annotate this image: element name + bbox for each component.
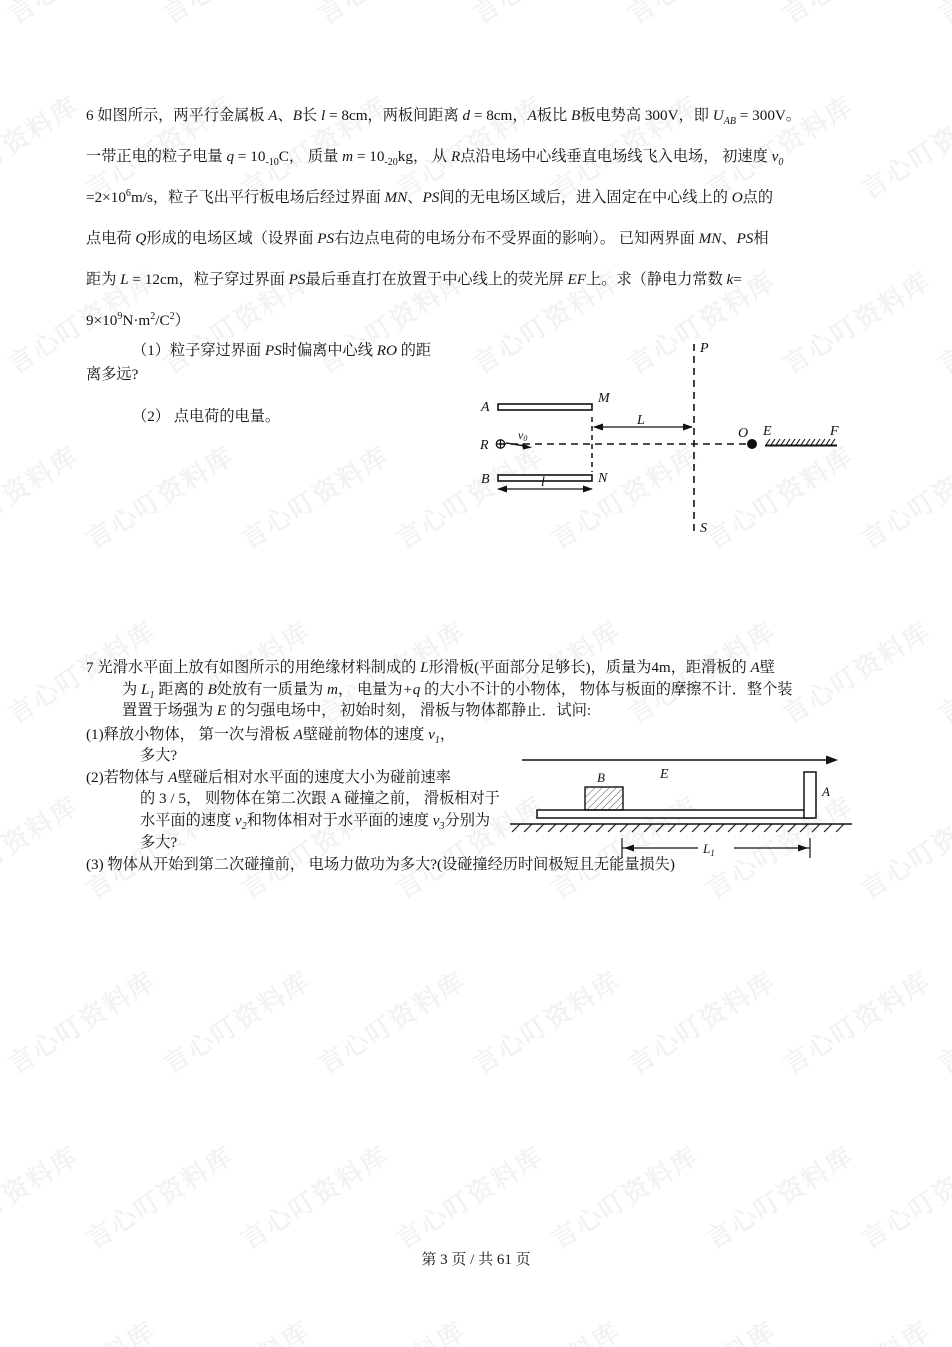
q6-sub1-b: 时偏离中心线: [281, 342, 377, 359]
q6-l5-c: 最后垂直打在放置于中心线上的荧光屏: [305, 270, 568, 288]
watermark-text: [0, 1311, 7, 1347]
dim-l1-arrow-right: [798, 845, 808, 852]
exp-c2: 2: [169, 310, 175, 322]
label-plate-b2: B: [571, 107, 581, 124]
q7-item1-a: 释放小物体， 第一次与滑板: [103, 725, 294, 743]
watermark-text: [310, 1311, 472, 1347]
q6-l2-b: = 10: [234, 147, 266, 165]
field-arrow-head: [826, 756, 838, 765]
dim-l-arrow-left: [593, 424, 603, 431]
page-footer: [0, 1248, 952, 1269]
q7-item3-text: 物体从开始到第二次碰撞前， 电场力做功为多大?(设碰撞经历时间极短且无能量损失): [103, 856, 675, 874]
q7-head2-a: 为: [122, 680, 141, 698]
q6-line-6: [86, 311, 886, 330]
q6-l3-e: 点的: [742, 188, 774, 206]
figure-1-svg: [462, 332, 882, 547]
exp-9: 9: [117, 310, 123, 322]
label-ps4: PS: [288, 270, 306, 288]
fig1-label-n: N: [598, 471, 608, 486]
watermark-text: [0, 436, 85, 556]
q7-head-line3: [86, 700, 886, 722]
watermark-text: [0, 261, 7, 381]
q6-l6-b: N·m: [122, 311, 151, 329]
q7-head2-e: 的大小不计的小物体， 物体与板面的摩擦不计．整个装: [420, 680, 793, 698]
q6-sub-question-2: [86, 405, 486, 426]
q6-line-5: [86, 270, 886, 289]
figure-l-board: [500, 748, 862, 863]
q6-text-d: = 8cm，两板间距离: [325, 107, 463, 124]
label-plus-q: +q: [402, 680, 421, 698]
q6-l6-c: /C: [155, 311, 170, 329]
q6-line-1: [86, 106, 886, 128]
question-6-block: [86, 106, 886, 330]
q6-l4-c: 右边点电荷的电场分布不受界面的影响）。 已知两界面: [334, 229, 699, 247]
watermark-text: [155, 0, 317, 31]
q6-l2-c: C， 质量: [278, 147, 343, 165]
point-charge-o: [747, 439, 757, 449]
watermark-text: [465, 1311, 627, 1347]
label-ps-sub1: PS: [264, 342, 282, 359]
q7-item2-cont2-b: 和物体相对于水平面的速度: [246, 812, 433, 830]
figure-parallel-plates: [462, 332, 882, 547]
q7-item2-cont2-a: 水平面的速度: [140, 812, 235, 830]
fig1-label-p: P: [700, 341, 709, 356]
q6-l4-b: 形成的电场区域（设界面: [146, 229, 318, 247]
q7-head2-c: 处放有一质量为: [216, 680, 327, 698]
q6-l5-b: = 12cm，粒子穿过界面: [128, 270, 289, 288]
q6-l4-a: 点电荷: [86, 229, 136, 247]
q6-number: 6: [86, 107, 94, 124]
q7-item1-c: ，: [439, 725, 456, 743]
watermark-text: [388, 1136, 550, 1256]
figure-2-svg: [500, 748, 862, 863]
q7-number: 7: [86, 659, 94, 676]
fig1-label-o: O: [738, 426, 749, 441]
label-v3-sub: 3: [439, 821, 445, 833]
q6-sub1-c: 的距: [396, 342, 432, 359]
watermark-text: [0, 786, 85, 906]
q6-text-b: 、: [277, 107, 293, 124]
label-point-r: R: [450, 147, 461, 165]
label-wall-a2: A: [293, 725, 303, 743]
q7-item2-num: (2): [86, 768, 104, 786]
watermark-text: [310, 0, 472, 31]
watermark-text: [775, 1311, 937, 1347]
watermark-text: [0, 611, 7, 731]
watermark-text: [0, 961, 162, 1081]
q6-l5-a: 距为: [86, 270, 121, 288]
label-point-o: O: [731, 188, 743, 206]
watermark-text: [155, 961, 317, 1081]
q6-sub1-a: 粒子穿过界面: [169, 342, 265, 359]
dim-plate-arrow-right: [583, 486, 593, 493]
q6-l3-d: 间的无电场区域后，进入固定在中心线上的: [439, 188, 732, 206]
watermark-text: [0, 961, 7, 1081]
fig1-label-v0: v0: [518, 428, 528, 443]
q6-sub1-number: （1）: [132, 342, 170, 359]
q6-l2-d: = 10: [353, 147, 385, 165]
label-v2-sub: 2: [241, 821, 247, 833]
q6-text-c: 长: [302, 107, 321, 124]
label-wall-a: A: [750, 659, 760, 676]
q7-head-line1: [86, 657, 886, 679]
watermark-text: [78, 436, 240, 556]
q7-item3-num: (3): [86, 856, 104, 874]
label-ps3: PS: [736, 229, 754, 247]
plate-b: [498, 475, 592, 481]
watermark-text: [233, 436, 395, 556]
fig1-label-a: A: [481, 400, 490, 415]
watermark-text: [930, 611, 952, 731]
q7-head-c: 壁: [759, 659, 775, 676]
exp-minus-10: -10: [265, 156, 279, 168]
dim-l1-arrow-left: [624, 845, 634, 852]
fig2-label-e: E: [660, 767, 669, 782]
q6-sub2-number: （2）: [132, 408, 170, 425]
fig2-label-l1: $L_1$: [703, 841, 715, 858]
q7-head3-a: 置置于场强为: [122, 702, 217, 720]
q6-l5-d: 上。求（静电力常数: [586, 270, 727, 288]
label-l-shape: L: [420, 659, 429, 676]
label-mass-m: m: [342, 147, 354, 165]
watermark-text: [775, 961, 937, 1081]
plate-a: [498, 404, 592, 410]
q6-l3-a: =2×10: [86, 188, 126, 206]
watermark-text: [0, 1136, 85, 1256]
q6-text-g: 板电势高 300V，即: [580, 107, 713, 124]
watermark-text: [465, 0, 627, 31]
label-const-k: k: [726, 270, 734, 288]
label-block-b: B: [207, 680, 217, 698]
q7-head3-b: 的匀强电场中， 初始时刻， 滑板与物体都静止．试问:: [226, 702, 592, 720]
q6-l5-e: =: [733, 270, 742, 288]
q7-head2-b: 距离的: [154, 680, 208, 698]
q6-text-e: = 8cm，: [470, 107, 528, 124]
q6-l3-b: m/s，粒子飞出平行板电场后经过界面: [130, 188, 385, 206]
q7-item2-b: 壁碰后相对水平面的速度大小为碰前速率: [177, 768, 451, 786]
watermark-text: [930, 0, 952, 31]
exp-6: 6: [125, 187, 131, 199]
label-plate-a: A: [268, 107, 278, 124]
fig1-label-f: F: [830, 424, 839, 439]
q6-sub1-d: 离多远?: [86, 365, 139, 383]
label-ef: EF: [567, 270, 587, 288]
watermark-text: [620, 961, 782, 1081]
q7-head-line2: [86, 679, 886, 701]
q6-line-3: [86, 188, 886, 207]
label-plate-b: B: [292, 107, 302, 124]
q6-l2-a: 一带正电的粒子电量: [86, 147, 227, 165]
watermark-text: [0, 1311, 162, 1347]
q6-l4-d: 、: [721, 229, 737, 247]
q6-l3-c: 、: [407, 188, 423, 206]
exp-minus-20: -20: [384, 156, 398, 168]
fig1-label-s: S: [700, 521, 707, 536]
dim-l-arrow-right: [683, 424, 693, 431]
label-mass-m2: m: [327, 680, 338, 698]
label-v3: v: [432, 812, 440, 830]
label-distance-d: d: [462, 107, 471, 124]
q7-head2-d: ， 电量为: [337, 680, 403, 698]
label-v2: v: [234, 812, 242, 830]
label-dist-L: L: [120, 270, 129, 288]
watermark-text: [930, 261, 952, 381]
label-ps2: PS: [317, 229, 335, 247]
label-charge-Q: Q: [135, 229, 147, 247]
label-wall-a3: A: [168, 768, 178, 786]
screen-ef-hatching: [766, 439, 835, 445]
fig1-label-L: L: [637, 413, 645, 428]
q7-head-a: 光滑水平面上放有如图所示的用绝缘材料制成的: [97, 659, 421, 676]
q6-sub-question-1: [86, 339, 486, 386]
label-length-l: l: [320, 107, 326, 124]
exp-m2: 2: [150, 310, 156, 322]
label-mn: MN: [384, 188, 408, 206]
fig2-label-a: A: [822, 784, 830, 799]
label-plate-a2: A: [527, 107, 537, 124]
board-wall-a: [804, 772, 816, 818]
fig1-label-m: M: [598, 391, 610, 406]
label-ps: PS: [422, 188, 440, 206]
label-v0-sub: 0: [778, 156, 784, 168]
watermark-text: [78, 1136, 240, 1256]
label-uab-sub: AB: [723, 116, 736, 128]
q6-text-a: 如图所示，两平行金属板: [97, 107, 269, 124]
q7-item1-b: 壁碰前物体的速度: [302, 725, 429, 743]
q7-heading: [86, 657, 886, 722]
q7-head-b: 形滑板(平面部分足够长)，质量为4m，距滑板的: [428, 659, 751, 676]
q7-item1-cont: 多大?: [140, 747, 178, 765]
q6-l2-f: 点沿电场中心线垂直电场线飞入电场， 初速度: [460, 147, 772, 165]
ground-hatching: [512, 824, 844, 832]
board-horizontal: [537, 810, 813, 818]
watermark-text: [930, 1311, 952, 1347]
watermark-text: [155, 1311, 317, 1347]
q6-l6-a: 9×10: [86, 311, 118, 329]
label-ro: RO: [376, 342, 397, 359]
watermark-text: [930, 961, 952, 1081]
q6-sub2-text: 点电荷的电量。: [169, 408, 281, 425]
fig2-label-b: B: [597, 770, 605, 785]
watermark-text: [775, 0, 937, 31]
label-uab: U: [712, 107, 724, 124]
label-v0: v: [771, 147, 779, 165]
fig1-label-l: l: [541, 475, 545, 490]
block-b: [585, 787, 623, 810]
label-L1: L: [140, 680, 150, 698]
q6-l2-e: kg， 从: [397, 147, 451, 165]
watermark-text: [233, 1136, 395, 1256]
q7-item2-cont1: 的 3 / 5， 则物体在第二次跟 A 碰撞之前， 滑板相对于: [140, 790, 500, 808]
q7-item2-cont3: 多大?: [140, 833, 178, 851]
watermark-text: [620, 1311, 782, 1347]
q6-l6-d: ）: [174, 311, 190, 329]
label-field-e: E: [216, 702, 227, 720]
watermark-text: [853, 1136, 952, 1256]
footer-text: 第 3 页 / 共 61 页: [421, 1252, 531, 1268]
fig1-label-b: B: [481, 472, 490, 487]
label-v1-sub: 1: [434, 734, 440, 746]
watermark-text: [0, 86, 85, 206]
label-mn2: MN: [698, 229, 722, 247]
fig1-label-e: E: [763, 424, 772, 439]
watermark-text: [0, 0, 7, 31]
watermark-text: [465, 961, 627, 1081]
watermark-text: [543, 1136, 705, 1256]
q6-text-f: 板比: [536, 107, 571, 124]
q6-line-4: [86, 229, 886, 248]
q6-line-2: [86, 147, 886, 166]
dim-plate-arrow-left: [497, 486, 507, 493]
q6-text-h: = 300V。: [735, 107, 802, 124]
q7-item2-cont2-c: 分别为: [444, 812, 491, 830]
q7-item1-num: (1): [86, 725, 104, 743]
watermark-text: [698, 1136, 860, 1256]
q7-item2-a: 若物体与: [103, 768, 169, 786]
label-v1: v: [428, 725, 435, 743]
label-charge-q: q: [226, 147, 235, 165]
watermark-text: [310, 961, 472, 1081]
q6-l4-e: 相: [753, 229, 769, 247]
watermark-text: [0, 0, 162, 31]
label-L1-sub: 1: [149, 689, 155, 701]
watermark-text: [620, 0, 782, 31]
fig1-label-r: R: [480, 438, 489, 453]
